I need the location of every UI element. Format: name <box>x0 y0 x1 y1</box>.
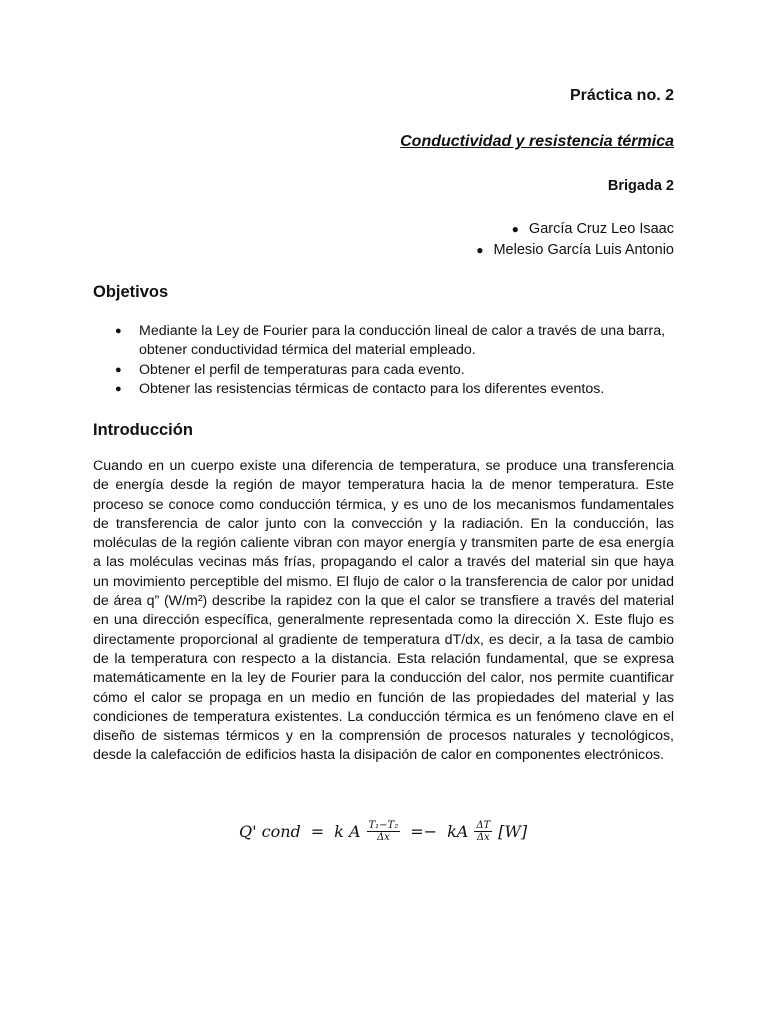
formula-ka: k A <box>334 822 361 841</box>
introduction-heading: Introducción <box>93 421 193 439</box>
member-list <box>476 219 674 261</box>
brigade-label: Brigada 2 <box>607 178 674 194</box>
objective-item <box>93 322 674 361</box>
member-name: García Cruz Leo Isaac <box>528 221 674 237</box>
bullet-icon: ● <box>115 382 122 395</box>
formula-fraction-temperature <box>367 820 401 843</box>
formula-fraction-gradient <box>474 820 492 843</box>
formula-unit: [W] <box>498 822 528 841</box>
fourier-formula <box>239 820 527 843</box>
fraction-numerator: T₁−T₂ <box>368 820 399 831</box>
fraction-denominator: Δx <box>376 832 390 843</box>
fraction-numerator: ΔT <box>476 820 491 831</box>
practice-subtitle: Conductividad y resistencia térmica <box>400 133 674 150</box>
practice-title: Práctica no. 2 <box>569 87 674 104</box>
objective-text: Obtener las resistencias térmicas de contacto para los diferentes eventos. <box>139 380 605 397</box>
formula-equals-minus: =− <box>410 822 438 841</box>
formula-lhs: Q' cond <box>239 822 301 841</box>
member-name: Melesio García Luis Antonio <box>493 242 674 258</box>
introduction-body: Cuando en un cuerpo existe una diferencia de temperatura, se produce una transferencia de energía desde la región de mayor temperatura hacia la de menor temperatura. Este proceso se conoce como conducción térmica, y es uno de los mecanismos fundamentales de transferencia de calor junto con la convección y la radiación. En la conducción, las moléculas de la región caliente vibran con mayor energía y transmiten parte de esa energía a las moléculas vecinas más frías, propagando el calor a través del material sin que haya un movimiento perceptible del mismo. El flujo de calor o la transferencia de calor por unidad de área q” (W/m²) describe la rapidez con la que el calor se transfiere a través del material en una dirección específica, generalmente representada como la dirección X. Este flujo es directamente proporcional al gradiente de temperatura dT/dx, es decir, a la tasa de cambio de la temperatura con respecto a la distancia. Esta relación fundamental, que se expresa matemáticamente en la ley de Fourier para la conducción del calor, nos permite cuantificar cómo el calor se propaga en un medio en función de las propiedades del material y las condiciones de temperatura existentes. La conducción térmica es un fenómeno clave en el diseño de sistemas térmicos y en la comprensión de procesos naturales y tecnológicos, desde la calefacción de edificios hasta la disipación de calor en componentes electrónicos. <box>93 458 674 764</box>
member-item <box>476 219 674 240</box>
bullet-icon: ● <box>476 243 484 257</box>
formula-equals: = <box>310 822 325 841</box>
objectives-list <box>93 322 674 399</box>
objective-text: Obtener el perfil de temperaturas para cada evento. <box>139 361 465 378</box>
objective-item <box>93 380 674 399</box>
objective-item <box>93 361 674 380</box>
member-item <box>476 240 674 261</box>
bullet-icon: ● <box>115 363 122 376</box>
objective-text: Mediante la Ley de Fourier para la conducción lineal de calor a través de una barra, obtener conductividad térmica del material empleado. <box>139 323 666 359</box>
fraction-denominator: Δx <box>476 832 490 843</box>
objectives-heading: Objetivos <box>93 283 169 301</box>
bullet-icon: ● <box>511 222 519 236</box>
formula-ka: kA <box>447 822 469 841</box>
bullet-icon: ● <box>115 325 122 337</box>
